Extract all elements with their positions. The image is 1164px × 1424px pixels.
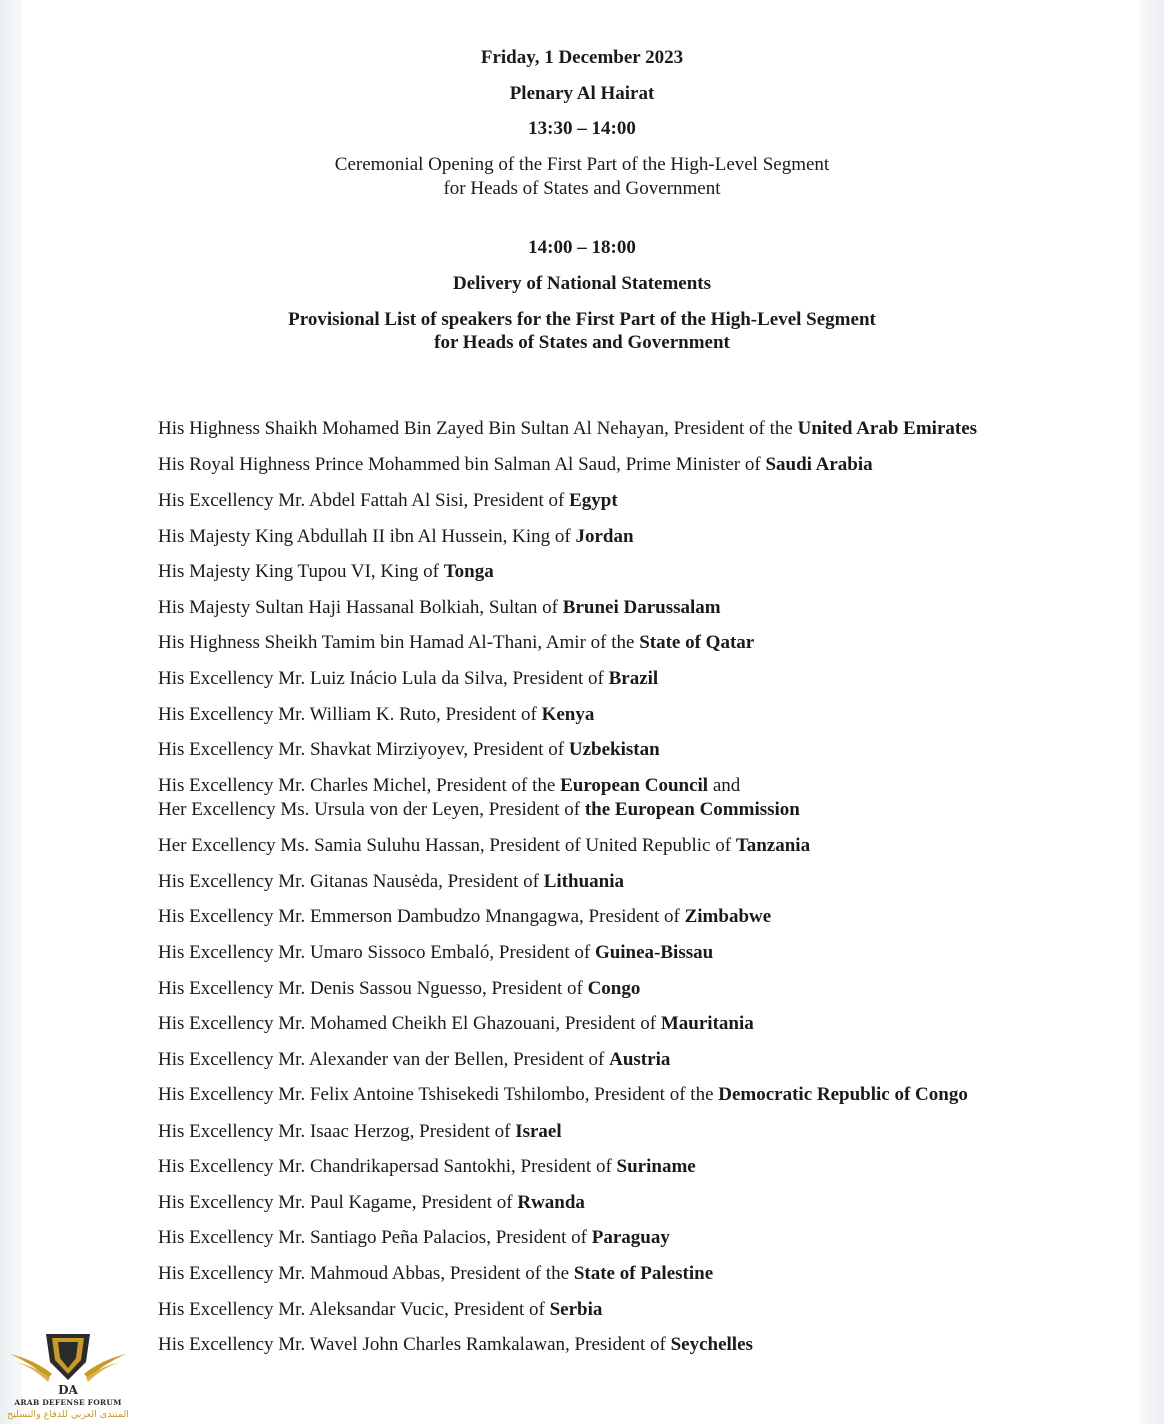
right-margin-shadow [1140, 0, 1164, 1424]
speaker-title: His Highness Shaikh Mohamed Bin Zayed Bin Sultan Al Nehayan, President of the [158, 418, 798, 439]
eagle-shield-icon [6, 1328, 130, 1400]
logo-name-english: ARAB DEFENSE FORUM [14, 1398, 122, 1407]
speaker-title: His Royal Highness Prince Mohammed bin Salman Al Saud, Prime Minister of [158, 454, 766, 476]
speaker-item [158, 1120, 1008, 1144]
speaker-title: His Excellency Mr. Shavkat Mirziyoyev, President of [158, 739, 569, 761]
speaker-title: His Excellency Mr. Wavel John Charles Ramkalawan, President of [158, 1334, 671, 1356]
speaker-country: State of Palestine [573, 1263, 714, 1285]
speaker-item [158, 525, 1008, 549]
speaker-item [158, 1012, 1008, 1036]
speaker-country: State of Qatar [639, 632, 755, 654]
speaker-country: Mauritania [660, 1013, 754, 1035]
speaker-title: His Excellency Mr. Santiago Peña Palacios, President of [158, 1227, 592, 1249]
speaker-title: His Excellency Mr. Paul Kagame, President of [158, 1191, 518, 1213]
speaker-title: His Excellency Mr. Aleksandar Vucic, President of [158, 1298, 550, 1320]
speaker-item [158, 667, 1008, 691]
arab-defense-forum-logo [6, 1328, 130, 1424]
speaker-title: His Majesty King Tupou VI, King of [158, 561, 444, 583]
speaker-item [158, 453, 1008, 477]
speaker-item [158, 738, 1008, 762]
speaker-item [158, 774, 1008, 822]
speaker-country: Tonga [443, 561, 494, 583]
speaker-country: Paraguay [591, 1227, 670, 1249]
speaker-item [158, 560, 1008, 584]
speaker-title: His Excellency Mr. William K. Ruto, President of [158, 703, 542, 725]
speaker-title: His Excellency Mr. Charles Michel, President of the [158, 774, 561, 796]
ceremony-line-2: for Heads of States and Government [443, 178, 721, 199]
speaker-country: Jordan [575, 525, 634, 547]
speaker-title: His Majesty King Abdullah II ibn Al Hussein, King of [158, 525, 576, 547]
delivery-heading: Delivery of National Statements [452, 273, 712, 294]
speaker-item [158, 703, 1008, 727]
speaker-country: Uzbekistan [568, 739, 660, 761]
speaker-country: Saudi Arabia [765, 454, 873, 476]
speaker-item [158, 1191, 1008, 1215]
speaker-country: Lithuania [543, 870, 624, 892]
speaker-country: Tanzania [735, 835, 811, 857]
speaker-title: His Excellency Mr. Emmerson Dambudzo Mnangagwa, President of [158, 906, 685, 928]
speaker-item [158, 870, 1008, 894]
speaker-country: Egypt [569, 489, 618, 511]
speaker-item [158, 1333, 1008, 1357]
speaker-country: Israel [515, 1120, 562, 1142]
speaker-item [158, 834, 1008, 858]
time-slot-2: 14:00 – 18:00 [528, 237, 636, 258]
speaker-item [158, 905, 1008, 929]
speaker-country: Suriname [616, 1156, 696, 1178]
speaker-title: His Excellency Mr. Mahmoud Abbas, President of the [158, 1263, 574, 1285]
speaker-country: Zimbabwe [684, 906, 772, 928]
speaker-title: His Excellency Mr. Felix Antoine Tshisekedi Tshilombo, President of the [158, 1084, 719, 1106]
speaker-country: United Arab Emirates [797, 418, 978, 439]
list-title-line-1: Provisional List of speakers for the First Part of the High-Level Segment [288, 309, 876, 330]
left-margin-shadow [0, 0, 22, 1424]
speaker-title: His Excellency Mr. Chandrikapersad Santokhi, President of [158, 1156, 617, 1178]
speaker-list [158, 417, 1008, 1369]
speaker-item [158, 1048, 1008, 1072]
speaker-conjunction: and [708, 774, 741, 796]
speaker-country: Austria [609, 1048, 671, 1070]
logo-name-arabic: المنتدى العربي للدفاع والتسليح [7, 1409, 129, 1420]
speaker-title: His Excellency Mr. Alexander van der Bellen, President of [158, 1048, 610, 1070]
speaker-title: His Excellency Mr. Mohamed Cheikh El Ghazouani, President of [158, 1013, 661, 1035]
speaker-item [158, 1155, 1008, 1179]
speaker-item [158, 417, 1008, 441]
logo-monogram: DA [58, 1383, 78, 1397]
speaker-item [158, 1226, 1008, 1250]
speaker-title: His Highness Sheikh Tamim bin Hamad Al-Thani, Amir of the [158, 632, 640, 654]
speaker-country: the European Commission [584, 798, 800, 820]
speaker-item [158, 977, 1008, 1001]
speaker-item [158, 596, 1008, 620]
speaker-item [158, 489, 1008, 513]
ceremony-line-1: Ceremonial Opening of the First Part of the High-Level Segment [334, 154, 830, 175]
speaker-item [158, 631, 1008, 655]
venue-heading: Plenary Al Hairat [509, 83, 655, 104]
speaker-title: His Excellency Mr. Isaac Herzog, President of [158, 1120, 516, 1142]
speaker-title: His Excellency Mr. Denis Sassou Nguesso, President of [158, 977, 588, 999]
speaker-country: Rwanda [517, 1191, 585, 1213]
speaker-country: European Council [560, 774, 709, 796]
speaker-country: Brunei Darussalam [562, 596, 721, 618]
speaker-item [158, 1262, 1008, 1286]
speaker-country: Brazil [608, 667, 659, 689]
speaker-country: Seychelles [670, 1334, 753, 1356]
speaker-item [158, 941, 1008, 965]
time-slot-1: 13:30 – 14:00 [528, 118, 636, 139]
speaker-country: Guinea-Bissau [594, 941, 714, 963]
speaker-country: Kenya [541, 703, 595, 725]
speaker-item [158, 1083, 1008, 1107]
speaker-title: Her Excellency Ms. Ursula von der Leyen, President of [158, 798, 585, 820]
speaker-item [158, 1298, 1008, 1322]
date-heading: Friday, 1 December 2023 [480, 47, 684, 68]
speaker-title: His Majesty Sultan Haji Hassanal Bolkiah, Sultan of [158, 596, 563, 618]
speaker-title: His Excellency Mr. Gitanas Nausėda, President of [158, 870, 544, 892]
speaker-title: His Excellency Mr. Umaro Sissoco Embaló, President of [158, 941, 595, 963]
speaker-title: His Excellency Mr. Luiz Inácio Lula da Silva, President of [158, 667, 609, 689]
speaker-title: Her Excellency Ms. Samia Suluhu Hassan, President of United Republic of [158, 835, 736, 857]
speaker-country: Congo [587, 977, 641, 999]
list-title-line-2: for Heads of States and Government [434, 332, 730, 353]
speaker-country: Democratic Republic of Congo [718, 1084, 968, 1106]
speaker-country: Serbia [549, 1298, 603, 1320]
speaker-title: His Excellency Mr. Abdel Fattah Al Sisi, President of [158, 489, 570, 511]
